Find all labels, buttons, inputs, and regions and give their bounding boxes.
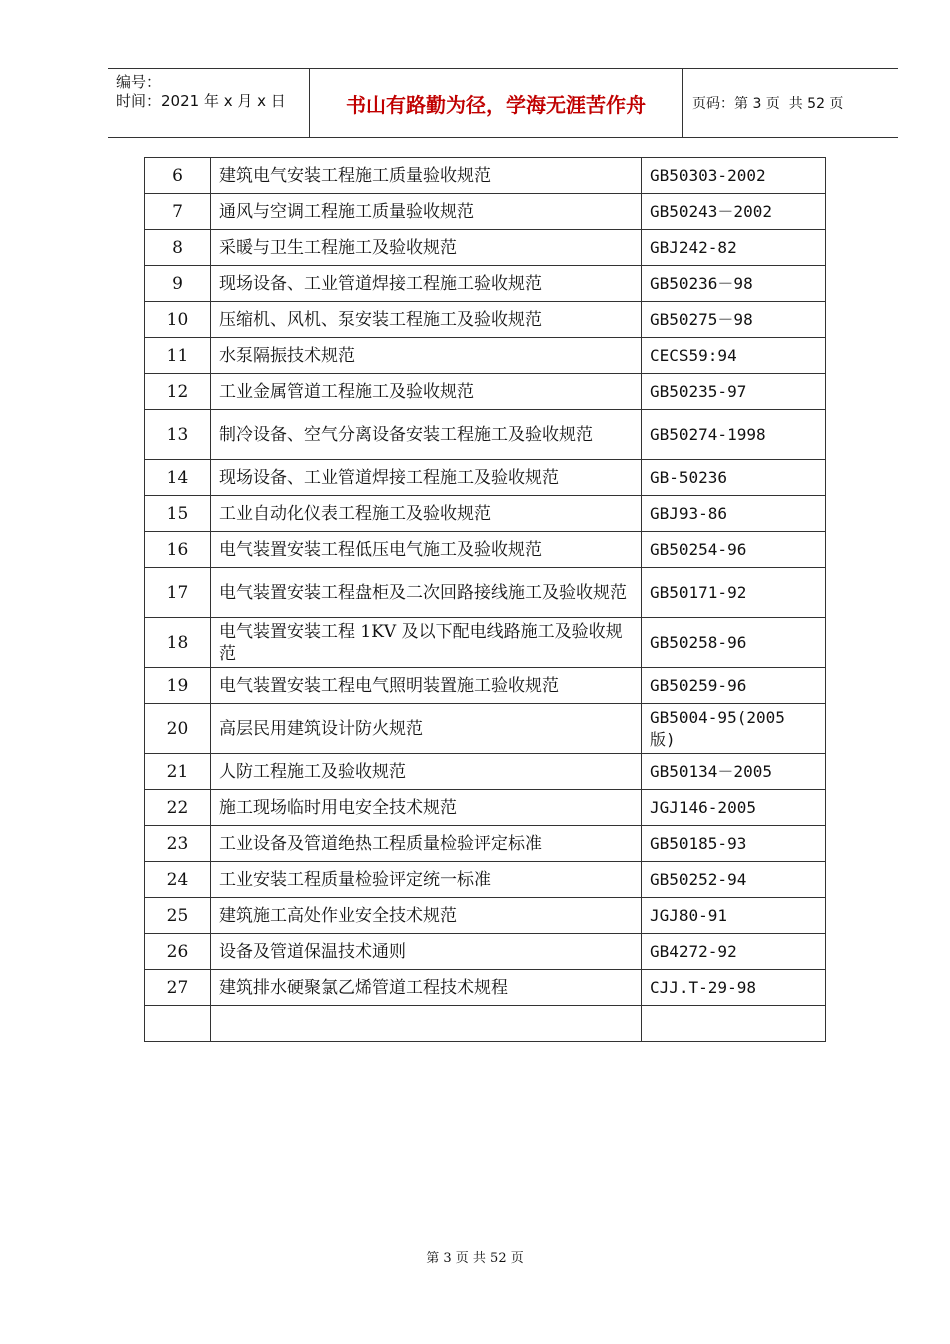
table-row <box>145 194 826 230</box>
standard-title: 水泵隔振技术规范 <box>211 338 642 374</box>
number-label: 编号： <box>116 73 162 91</box>
table-row <box>145 618 826 668</box>
standard-title: 采暖与卫生工程施工及验收规范 <box>211 230 642 266</box>
standard-code: CECS59:94 <box>642 338 826 374</box>
standard-title: 电气装置安装工程电气照明装置施工验收规范 <box>211 668 642 704</box>
standard-title: 设备及管道保温技术通则 <box>211 934 642 970</box>
standard-title: 施工现场临时用电安全技术规范 <box>211 790 642 826</box>
row-number: 24 <box>145 862 211 898</box>
row-number: 6 <box>145 158 211 194</box>
standard-title: 人防工程施工及验收规范 <box>211 754 642 790</box>
standard-code: GB50303-2002 <box>642 158 826 194</box>
standards-table <box>144 157 826 1042</box>
standard-title: 现场设备、工业管道焊接工程施工验收规范 <box>211 266 642 302</box>
row-number: 20 <box>145 704 211 754</box>
row-number: 21 <box>145 754 211 790</box>
standard-code: GB50243－2002 <box>642 194 826 230</box>
table-row <box>145 790 826 826</box>
standard-title: 电气装置安装工程 1KV 及以下配电线路施工及验收规范 <box>211 618 642 668</box>
standard-code: GB50171-92 <box>642 568 826 618</box>
table-row <box>145 898 826 934</box>
row-number: 7 <box>145 194 211 230</box>
row-number: 13 <box>145 410 211 460</box>
table-row <box>145 374 826 410</box>
table-row <box>145 302 826 338</box>
standard-code <box>642 1006 826 1042</box>
standard-code: CJJ.T-29-98 <box>642 970 826 1006</box>
table-row <box>145 266 826 302</box>
row-number: 8 <box>145 230 211 266</box>
header-divider <box>682 69 683 137</box>
standard-code: GBJ93-86 <box>642 496 826 532</box>
standard-title: 工业安装工程质量检验评定统一标准 <box>211 862 642 898</box>
standard-title: 建筑排水硬聚氯乙烯管道工程技术规程 <box>211 970 642 1006</box>
table-row <box>145 1006 826 1042</box>
row-number: 10 <box>145 302 211 338</box>
table-row <box>145 970 826 1006</box>
standard-title: 建筑电气安装工程施工质量验收规范 <box>211 158 642 194</box>
standard-code: GB-50236 <box>642 460 826 496</box>
standard-title: 工业自动化仪表工程施工及验收规范 <box>211 496 642 532</box>
standard-code: GB50235-97 <box>642 374 826 410</box>
standard-code: JGJ80-91 <box>642 898 826 934</box>
row-number: 18 <box>145 618 211 668</box>
standard-title: 建筑施工高处作业安全技术规范 <box>211 898 642 934</box>
standard-code: GB50134－2005 <box>642 754 826 790</box>
standard-title: 工业金属管道工程施工及验收规范 <box>211 374 642 410</box>
table-row <box>145 862 826 898</box>
standard-title: 电气装置安装工程盘柜及二次回路接线施工及验收规范 <box>211 568 642 618</box>
table-row <box>145 532 826 568</box>
row-number: 11 <box>145 338 211 374</box>
standard-code: GB50274-1998 <box>642 410 826 460</box>
table-row <box>145 568 826 618</box>
table-row <box>145 460 826 496</box>
row-number: 23 <box>145 826 211 862</box>
header-left-info <box>116 73 286 111</box>
row-number: 22 <box>145 790 211 826</box>
table-row <box>145 158 826 194</box>
standard-title: 高层民用建筑设计防火规范 <box>211 704 642 754</box>
standard-code: GB50275－98 <box>642 302 826 338</box>
standard-code: GB4272-92 <box>642 934 826 970</box>
standard-code: GB50252-94 <box>642 862 826 898</box>
standard-title: 压缩机、风机、泵安装工程施工及验收规范 <box>211 302 642 338</box>
row-number: 27 <box>145 970 211 1006</box>
table-row <box>145 668 826 704</box>
row-number: 15 <box>145 496 211 532</box>
motto-text: 书山有路勤为径，学海无涯苦作舟 <box>346 92 646 117</box>
row-number: 19 <box>145 668 211 704</box>
standard-title: 电气装置安装工程低压电气施工及验收规范 <box>211 532 642 568</box>
table-row <box>145 704 826 754</box>
standard-title: 现场设备、工业管道焊接工程施工及验收规范 <box>211 460 642 496</box>
standard-title: 工业设备及管道绝热工程质量检验评定标准 <box>211 826 642 862</box>
page-info: 页码：第 3 页 共 52 页 <box>692 96 844 112</box>
row-number: 12 <box>145 374 211 410</box>
table-row <box>145 230 826 266</box>
table-row <box>145 338 826 374</box>
standard-code: GB50236－98 <box>642 266 826 302</box>
page-header <box>108 68 898 138</box>
row-number: 25 <box>145 898 211 934</box>
table-row <box>145 934 826 970</box>
table-row <box>145 754 826 790</box>
standard-code: GB50185-93 <box>642 826 826 862</box>
table-row <box>145 410 826 460</box>
time-label: 时间：2021 年 x 月 x 日 <box>116 92 286 110</box>
standard-code: GBJ242-82 <box>642 230 826 266</box>
standard-code: GB50254-96 <box>642 532 826 568</box>
standard-title: 制冷设备、空气分离设备安装工程施工及验收规范 <box>211 410 642 460</box>
standard-code: JGJ146-2005 <box>642 790 826 826</box>
standard-code: GB50259-96 <box>642 668 826 704</box>
standard-code: GB5004-95(2005 版) <box>642 704 826 754</box>
table-row <box>145 826 826 862</box>
row-number: 14 <box>145 460 211 496</box>
page-footer: 第 3 页 共 52 页 <box>426 1251 524 1266</box>
standard-title <box>211 1006 642 1042</box>
row-number: 16 <box>145 532 211 568</box>
row-number: 26 <box>145 934 211 970</box>
row-number: 9 <box>145 266 211 302</box>
table-row <box>145 496 826 532</box>
row-number <box>145 1006 211 1042</box>
row-number: 17 <box>145 568 211 618</box>
standard-title: 通风与空调工程施工质量验收规范 <box>211 194 642 230</box>
standard-code: GB50258-96 <box>642 618 826 668</box>
